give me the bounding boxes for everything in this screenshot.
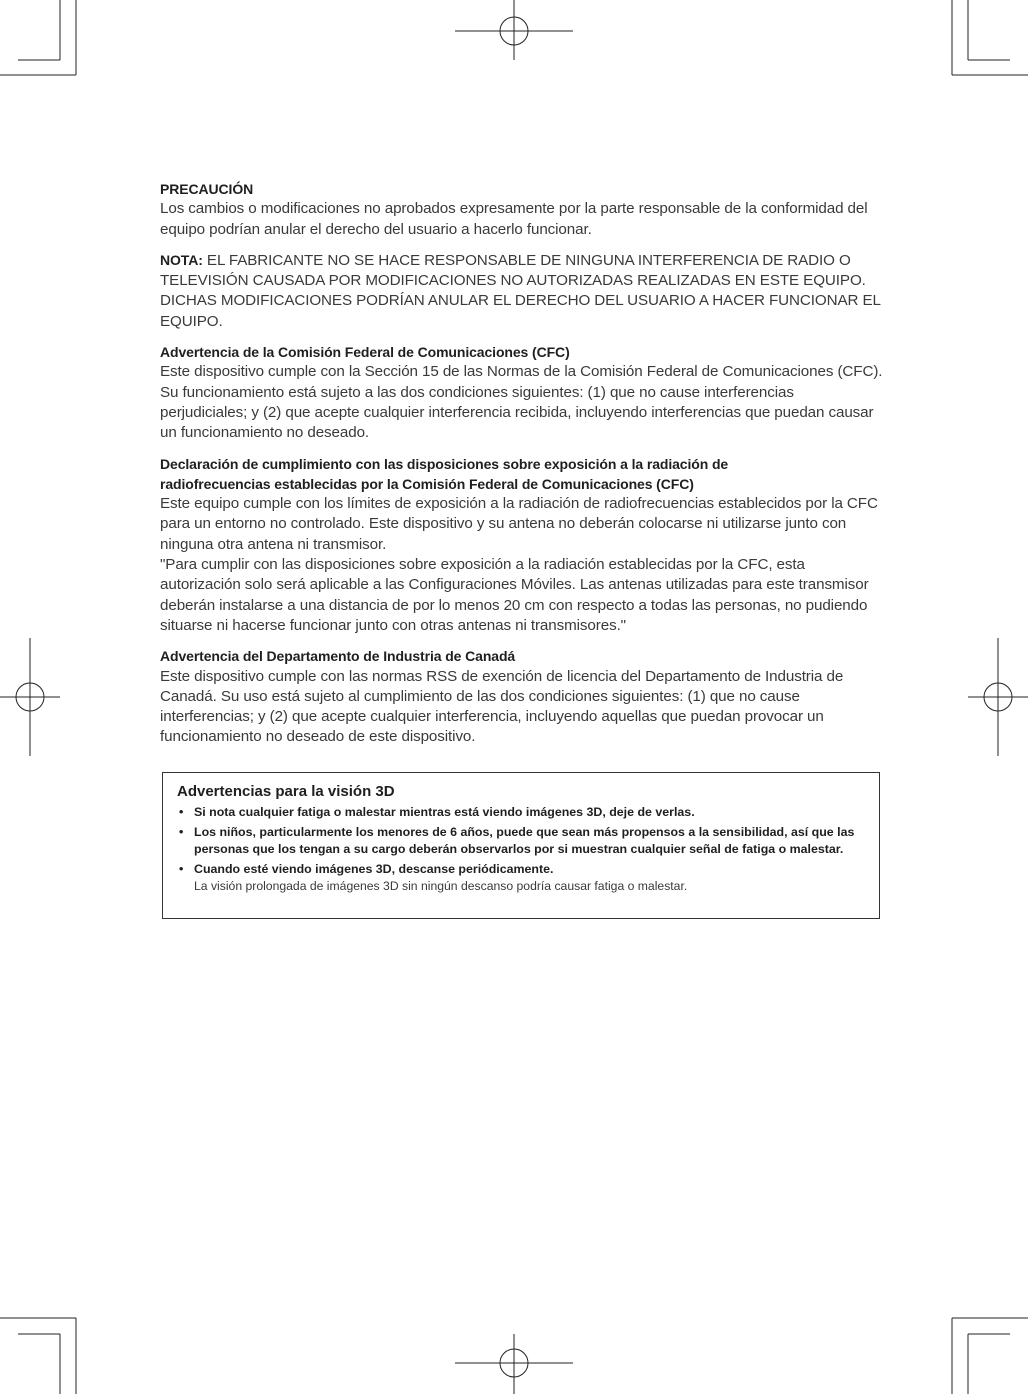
- canada-section: [160, 646, 885, 747]
- caution-section: [160, 179, 885, 240]
- warning-detail: La visión prolongada de imágenes 3D sin ningún descanso podría causar fatiga o malestar.: [194, 879, 688, 893]
- rf-text-1: Este equipo cumple con los límites de exposición a la radiación de radiofrecuencias establecidos por la CFC para un entorno no controlado. Este dispositivo y su antena no deberán colocarse ni utilizarse junto con ninguna otra antena ni transmisor.: [160, 495, 878, 553]
- list-item: [177, 804, 865, 821]
- fcc-section: [160, 342, 885, 443]
- rf-text-2: "Para cumplir con las disposiciones sobre exposición a la radiación establecidas por la CFC, esta autorización solo será aplicable a las Configuraciones Móviles. Las antenas utilizadas para este transmisor deberán instalarse a una distancia de por lo menos 20 cm con respecto a todas las personas, no pudiendo situarse ni hacerse funcionar junto con otras antenas ni transmisores.": [160, 556, 869, 634]
- 3d-warnings-title: Advertencias para la visión 3D: [177, 783, 395, 800]
- canada-text: Este dispositivo cumple con las normas RSS de exención de licencia del Departamento de Industria de Canadá. Su uso está sujeto al cumplimiento de las dos condiciones siguientes: (1) que no cause interferencias; y (2) que acepte cualquier interferencia, incluyendo aquellas que puedan provocar un funcionamiento no deseado de este dispositivo.: [160, 667, 844, 746]
- rf-section: [160, 454, 885, 637]
- rf-title: Declaración de cumplimiento con las disposiciones sobre exposición a la radiación de radiofrecuencias establecidas por la Comisión Federal de Comunicaciones (CFC): [160, 455, 729, 492]
- list-item: [177, 861, 865, 894]
- bullet-icon: •: [179, 862, 184, 876]
- note-paragraph: [160, 250, 885, 332]
- fcc-title: Advertencia de la Comisión Federal de Comunicaciones (CFC): [160, 344, 570, 361]
- canada-title: Advertencia del Departamento de Industria de Canadá: [160, 648, 516, 665]
- document-body: [160, 179, 885, 758]
- warning-text: Si nota cualquier fatiga o malestar mientras está viendo imágenes 3D, deje de verlas.: [194, 805, 695, 819]
- 3d-warnings-box: [162, 772, 880, 919]
- bullet-icon: •: [179, 805, 184, 819]
- caution-title: PRECAUCIÓN: [160, 181, 254, 197]
- caution-text: Los cambios o modificaciones no aprobados expresamente por la parte responsable de la conformidad del equipo podrían anular el derecho del usuario a hacerlo funcionar.: [160, 200, 868, 238]
- note-text: EL FABRICANTE NO SE HACE RESPONSABLE DE NINGUNA INTERFERENCIA DE RADIO O TELEVISIÓN CAUSADA POR MODIFICACIONES NO AUTORIZADAS REALIZADAS EN ESTE EQUIPO. DICHAS MODIFICACIONES PODRÍAN ANULAR EL DERECHO DEL USUARIO A HACER FUNCIONAR EL EQUIPO.: [160, 251, 881, 330]
- list-item: [177, 824, 865, 858]
- note-label: NOTA:: [160, 251, 203, 268]
- fcc-text: Este dispositivo cumple con la Sección 15 de las Normas de la Comisión Federal de Comunicaciones (CFC). Su funcionamiento está sujeto a las dos condiciones siguientes: (1) que no cause interferencias perjudiciales; y (2) que acepte cualquier interferencia recibida, incluyendo interferencias que puedan causar un funcionamiento no deseado.: [160, 363, 883, 442]
- bullet-icon: •: [179, 825, 184, 839]
- note-section: [160, 250, 885, 332]
- warning-text: Cuando esté viendo imágenes 3D, descanse periódicamente.: [194, 862, 554, 876]
- warning-text: Los niños, particularmente los menores de 6 años, puede que sean más propensos a la sensibilidad, así que las personas que los tengan a su cargo deberán observarlos por si muestran cualquier señal de fatiga o malestar.: [194, 825, 855, 856]
- 3d-warnings-list: [177, 804, 865, 894]
